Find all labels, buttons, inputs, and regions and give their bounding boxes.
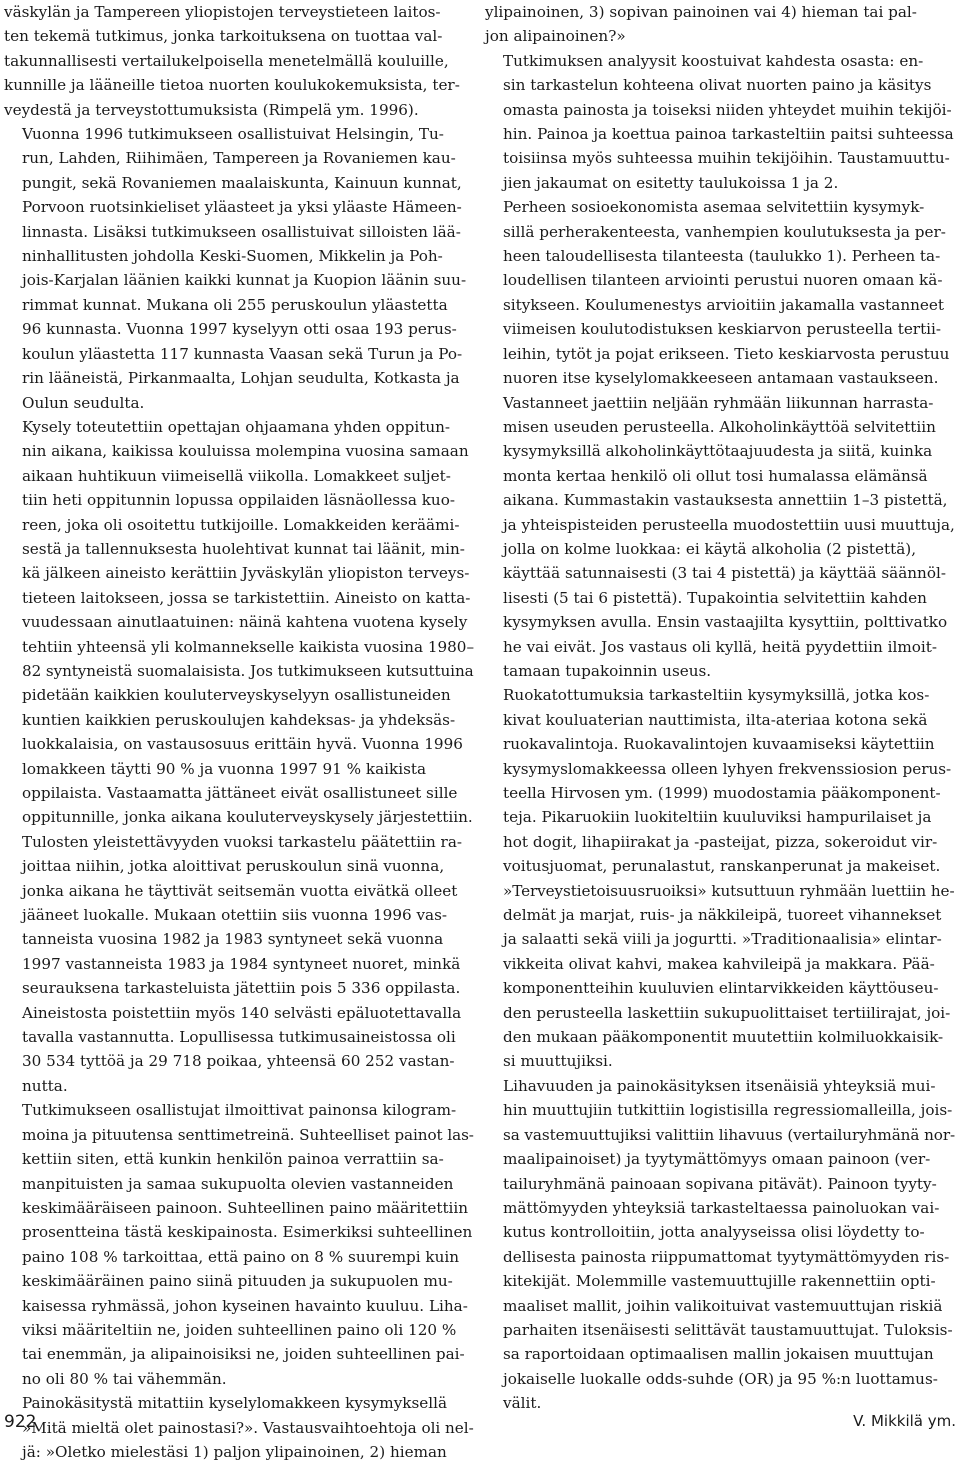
text-line: mättömyyden yhteyksiä tarkasteltaessa painoluokan vai- bbox=[503, 1198, 940, 1217]
body-paragraph bbox=[485, 0, 955, 49]
text-line: Tulosten yleistettävyyden vuoksi tarkastelu päätettiin ra- bbox=[22, 832, 463, 851]
text-line: sa raportoidaan optimaalisen mallin jokaisen muuttujan bbox=[503, 1345, 934, 1364]
text-line: Lihavuuden ja painokäsityksen itsenäisiä yhteyksiä mui- bbox=[503, 1076, 936, 1095]
body-paragraph bbox=[4, 1098, 474, 1391]
text-line: välit. bbox=[503, 1394, 542, 1413]
text-line: si muuttujiksi. bbox=[503, 1052, 613, 1071]
text-line: linnasta. Lisäksi tutkimukseen osallistuivat silloisten lää- bbox=[22, 222, 461, 241]
text-line: jääneet luokalle. Mukaan otettiin siis vuonna 1996 vas- bbox=[22, 906, 448, 925]
text-line: pungit, sekä Rovaniemen maalaiskunta, Kainuun kunnat, bbox=[22, 173, 462, 192]
text-line: tiin heti oppitunnin lopussa oppilaiden läsnäollessa kuo- bbox=[22, 491, 455, 510]
text-line: Ruokatottumuksia tarkasteltiin kysymyksillä, jotka kos- bbox=[503, 686, 930, 705]
text-line: nuoren itse kyselylomakkeeseen antamaan vastaukseen. bbox=[503, 369, 939, 388]
text-line: viksi määriteltiin ne, joiden suhteellinen paino oli 120 % bbox=[22, 1320, 457, 1339]
right-column bbox=[485, 0, 955, 1416]
text-line: ja salaatti sekä viili ja jogurtti. »Traditionaalisia» elintar- bbox=[503, 930, 942, 949]
text-line: voitusjuomat, perunalastut, ranskanperunat ja makeiset. bbox=[503, 857, 941, 876]
text-line: jon alipainoinen?» bbox=[485, 27, 626, 46]
text-line: Oulun seudulta. bbox=[22, 393, 145, 412]
text-line: 1997 vastanneista 1983 ja 1984 syntyneet nuoret, minkä bbox=[22, 954, 461, 973]
text-line: run, Lahden, Riihimäen, Tampereen ja Rovaniemen kau- bbox=[22, 149, 456, 168]
text-line: jokaiselle luokalle odds-suhde (OR) ja 95 %:n luottamus- bbox=[503, 1369, 938, 1388]
text-line: seurauksena tarkasteluista jätettiin pois 5 336 oppilasta. bbox=[22, 979, 461, 998]
page-number: 922 bbox=[4, 1412, 37, 1432]
text-line: vuudessaan ainutlaatuinen: näinä kahtena vuotena kysely bbox=[22, 613, 468, 632]
text-line: kysymyksen avulla. Ensin vastaajilta kysyttiin, polttivatko bbox=[503, 613, 948, 632]
text-line: ninhallitusten johdolla Keski-Suomen, Mikkelin ja Poh- bbox=[22, 247, 443, 266]
text-line: kuntien kaikkien peruskoulujen kahdeksas- ja yhdeksäs- bbox=[22, 710, 456, 729]
text-line: jolla on kolme luokkaa: ei käytä alkoholia (2 pistettä), bbox=[503, 539, 917, 558]
text-line: ruokavalintoja. Ruokavalintojen kuvaamiseksi käytettiin bbox=[503, 735, 935, 754]
text-line: hin muuttujiin tutkittiin logistisilla regressiomalleilla, jois- bbox=[503, 1101, 953, 1120]
text-line: Porvoon ruotsinkieliset yläasteet ja yksi yläaste Hämeen- bbox=[22, 198, 462, 217]
text-line: teella Hirvosen ym. (1999) muodostamia pääkomponent- bbox=[503, 784, 941, 802]
text-line: he vai eivät. Jos vastaus oli kyllä, heitä pyydettiin ilmoit- bbox=[503, 637, 937, 656]
text-line: sitykseen. Koulumenestys arvioitiin jakamalla vastanneet bbox=[503, 295, 944, 314]
text-line: moina ja pituutensa senttimetreinä. Suhteelliset painot las- bbox=[22, 1125, 474, 1144]
text-line: käyttää satunnaisesti (3 tai 4 pistettä) ja käyttää säännöl- bbox=[503, 564, 946, 583]
text-line: tehtiin yhteensä yli kolmannekselle kaikista vuosina 1980– bbox=[22, 637, 475, 656]
text-line: jonka aikana he täyttivät seitsemän vuotta eivätkä olleet bbox=[22, 881, 458, 900]
text-line: aikana. Kummastakin vastauksesta annettiin 1–3 pistettä, bbox=[503, 491, 948, 510]
text-line: lomakkeen täytti 90 % ja vuonna 1997 91 % kaikista bbox=[22, 759, 427, 778]
text-line: jä: »Oletko mielestäsi 1) paljon ylipainoinen, 2) hieman bbox=[22, 1442, 447, 1461]
text-line: oppilaista. Vastaamatta jättäneet eivät osallistuneet sille bbox=[22, 784, 458, 802]
text-line: kitekijät. Molemmille vastemuuttujille rakennettiin opti- bbox=[503, 1272, 936, 1291]
body-paragraph bbox=[4, 415, 474, 830]
text-line: omasta painosta ja toiseksi niiden yhteydet muihin tekijöi- bbox=[503, 100, 952, 119]
text-line: tailuryhmänä painoaan sopivana pitävät). Painoon tyyty- bbox=[503, 1174, 937, 1193]
text-line: kivat kouluaterian nauttimista, ilta-ateriaa kotona sekä bbox=[503, 710, 928, 729]
text-line: maalipainoiset) ja tyytymättömyys omaan painoon (ver- bbox=[503, 1150, 931, 1169]
text-line: komponentteihin kuuluvien elintarvikkeiden käyttöuseu- bbox=[503, 979, 939, 998]
text-line: luokkalaisia, on vastausosuus erittäin hyvä. Vuonna 1996 bbox=[22, 735, 463, 754]
text-line: Perheen sosioekonomista asemaa selvitettiin kysymyk- bbox=[503, 198, 925, 217]
text-line: monta kertaa henkilö oli ollut tosi humalassa elämänsä bbox=[503, 466, 928, 485]
text-line: Aineistosta poistettiin myös 140 selvästi epäluotettavalla bbox=[22, 1003, 462, 1022]
running-author: V. Mikkilä ym. bbox=[853, 1412, 956, 1430]
text-line: jien jakaumat on esitetty taulukoissa 1 ja 2. bbox=[503, 173, 839, 192]
page-footer bbox=[0, 1412, 960, 1442]
text-line: »Mitä mieltä olet painostasi?». Vastausvaihtoehtoja oli nel- bbox=[22, 1418, 474, 1437]
text-line: den perusteella laskettiin sukupuolittaiset tertiilirajat, joi- bbox=[503, 1003, 951, 1022]
text-line: hin. Painoa ja koettua painoa tarkasteltiin paitsi suhteessa bbox=[503, 125, 954, 144]
text-line: delmät ja marjat, ruis- ja näkkileipä, tuoreet vihannekset bbox=[503, 906, 942, 925]
text-line: pidetään kaikkien kouluterveyskyselyyn osallistuneiden bbox=[22, 686, 451, 705]
text-line: kettiin siten, että kunkin henkilön painoa verrattiin sa- bbox=[22, 1150, 444, 1169]
left-column bbox=[4, 0, 474, 1464]
text-line: misen useuden perusteella. Alkoholinkäyttöä selvitettiin bbox=[503, 417, 936, 436]
text-line: ja yhteispisteiden perusteella muodostettiin uusi muuttuja, bbox=[503, 515, 955, 534]
text-line: »Terveystietoisuusruoiksi» kutsuttuun ryhmään luettiin he- bbox=[503, 881, 955, 900]
body-paragraph bbox=[485, 195, 955, 390]
text-line: sillä perherakenteesta, vanhempien koulutuksesta ja per- bbox=[503, 222, 946, 241]
text-line: no oli 80 % tai vähemmän. bbox=[22, 1369, 227, 1388]
text-line: toisiinsa myös suhteessa muihin tekijöihin. Taustamuuttu- bbox=[503, 149, 950, 168]
text-line: viimeisen koulutodistuksen keskiarvon perusteella tertii- bbox=[503, 320, 942, 339]
text-line: veydestä ja terveystottumuksista (Rimpelä ym. 1996). bbox=[4, 100, 419, 119]
text-line: ten tekemä tutkimus, jonka tarkoituksena on tuottaa val- bbox=[4, 27, 443, 46]
text-line: väskylän ja Tampereen yliopistojen terveystieteen laitos- bbox=[4, 3, 441, 21]
text-line: nutta. bbox=[22, 1076, 68, 1095]
text-line: kysymyslomakkeessa olleen lyhyen frekvenssiosion perus- bbox=[503, 759, 952, 778]
text-line: koulun yläastetta 117 kunnasta Vaasan sekä Turun ja Po- bbox=[22, 344, 463, 363]
text-line: keskimääräinen paino siinä pituuden ja sukupuolen mu- bbox=[22, 1272, 453, 1291]
body-paragraph bbox=[485, 683, 955, 1074]
text-line: manpituisten ja samaa sukupuolta olevien vastanneiden bbox=[22, 1174, 454, 1193]
text-line: tanneista vuosina 1982 ja 1983 syntyneet sekä vuonna bbox=[22, 930, 444, 949]
text-line: loudellisen tilanteen arviointi perustui nuoren omaan kä- bbox=[503, 271, 943, 290]
text-line: oppitunnille, jonka aikana kouluterveyskysely järjestettiin. bbox=[22, 808, 473, 827]
text-line: keskimääräiseen painoon. Suhteellinen paino määritettiin bbox=[22, 1198, 469, 1217]
text-line: hot dogit, lihapiirakat ja -pasteijat, pizza, sokeroidut vir- bbox=[503, 832, 938, 851]
text-line: Vuonna 1996 tutkimukseen osallistuivat Helsingin, Tu- bbox=[22, 125, 444, 144]
text-line: tai enemmän, ja alipainoisiksi ne, joiden suhteellinen pai- bbox=[22, 1345, 465, 1364]
text-line: 96 kunnasta. Vuonna 1997 kyselyyn otti osaa 193 perus- bbox=[22, 320, 457, 339]
text-line: prosentteina tästä keskipainosta. Esimerkiksi suhteellinen bbox=[22, 1223, 473, 1242]
text-line: dellisesta painosta riippumattomat tyytymättömyyden ris- bbox=[503, 1247, 950, 1266]
text-line: Vastanneet jaettiin neljään ryhmään liikunnan harrasta- bbox=[503, 393, 934, 412]
text-line: sin tarkastelun kohteena olivat nuorten paino ja käsitys bbox=[503, 76, 932, 95]
body-paragraph bbox=[485, 391, 955, 684]
body-paragraph bbox=[485, 1074, 955, 1416]
text-line: sestä ja tallennuksesta huolehtivat kunnat tai läänit, min- bbox=[22, 539, 465, 558]
text-line: Painokäsitystä mitattiin kyselylomakkeen kysymyksellä bbox=[22, 1394, 448, 1413]
text-line: Tutkimukseen osallistujat ilmoittivat painonsa kilogram- bbox=[22, 1101, 457, 1120]
body-paragraph bbox=[4, 830, 474, 1098]
text-line: kutus kontrolloitiin, jotta analyyseissa olisi löydetty to- bbox=[503, 1223, 925, 1242]
text-line: kunnille ja lääneille tietoa nuorten koulukokemuksista, ter- bbox=[4, 76, 460, 95]
text-line: Tutkimuksen analyysit koostuivat kahdesta osasta: en- bbox=[503, 51, 924, 70]
text-line: joittaa niihin, jotka aloittivat peruskoulun sinä vuonna, bbox=[22, 857, 445, 876]
text-line: 30 534 tyttöä ja 29 718 poikaa, yhteensä 60 252 vastan- bbox=[22, 1052, 455, 1071]
text-line: Kysely toteutettiin opettajan ohjaamana yhden oppitun- bbox=[22, 417, 451, 436]
text-line: kä jälkeen aineisto kerättiin Jyväskylän yliopiston terveys- bbox=[22, 564, 470, 583]
text-line: 82 syntyneistä suomalaisista. Jos tutkimukseen kutsuttuina bbox=[22, 661, 474, 680]
text-line: tieteen laitokseen, jossa se tarkistettiin. Aineisto on katta- bbox=[22, 588, 471, 607]
text-line: tamaan tupakoinnin useus. bbox=[503, 661, 712, 680]
text-line: kaisessa ryhmässä, johon kyseinen havainto kuuluu. Liha- bbox=[22, 1296, 468, 1315]
text-line: rimmat kunnat. Mukana oli 255 peruskoulun yläastetta bbox=[22, 295, 448, 314]
text-line: lisesti (5 tai 6 pistettä). Tupakointia selvitettiin kahden bbox=[503, 588, 927, 607]
text-line: sa vastemuuttujiksi valittiin lihavuus (vertailuryhmänä nor- bbox=[503, 1125, 956, 1144]
text-line: reen, joka oli osoitettu tutkijoille. Lomakkeiden keräämi- bbox=[22, 515, 460, 534]
text-line: vikkeita olivat kahvi, makea kahvileipä ja makkara. Pää- bbox=[503, 954, 935, 973]
text-line: aikaan huhtikuun viimeisellä viikolla. Lomakkeet suljet- bbox=[22, 466, 451, 485]
text-line: takunnallisesti vertailukelpoisella menetelmällä kouluille, bbox=[4, 51, 449, 70]
text-line: parhaiten itsenäisesti selittävät taustamuuttujat. Tuloksis- bbox=[503, 1320, 953, 1339]
body-paragraph bbox=[4, 0, 474, 122]
body-paragraph bbox=[4, 122, 474, 415]
text-line: jois-Karjalan läänien kaikki kunnat ja Kuopion läänin suu- bbox=[22, 271, 467, 290]
text-line: tavalla vastannutta. Lopullisessa tutkimusaineistossa oli bbox=[22, 1028, 456, 1047]
text-line: ylipainoinen, 3) sopivan painoinen vai 4) hieman tai pal- bbox=[485, 3, 917, 21]
text-line: teja. Pikaruokiin luokiteltiin kuuluviksi hampurilaiset ja bbox=[503, 808, 932, 827]
text-line: leihin, tytöt ja pojat erikseen. Tieto keskiarvosta perustuu bbox=[503, 344, 950, 363]
text-line: heen taloudellisesta tilanteesta (taulukko 1). Perheen ta- bbox=[503, 247, 941, 266]
text-line: nin aikana, kaikissa kouluissa molempina vuosina samaan bbox=[22, 442, 469, 461]
text-line: maaliset mallit, joihin valikoituivat vastemuuttujan riskiä bbox=[503, 1296, 943, 1315]
body-paragraph bbox=[485, 49, 955, 195]
text-line: den mukaan pääkomponentit muutettiin kolmiluokkaisik- bbox=[503, 1028, 944, 1047]
text-line: rin lääneistä, Pirkanmaalta, Lohjan seudulta, Kotkasta ja bbox=[22, 369, 460, 388]
text-line: kysymyksillä alkoholinkäyttötaajuudesta ja siitä, kuinka bbox=[503, 442, 933, 461]
text-line: paino 108 % tarkoittaa, että paino on 8 % suurempi kuin bbox=[22, 1247, 460, 1266]
